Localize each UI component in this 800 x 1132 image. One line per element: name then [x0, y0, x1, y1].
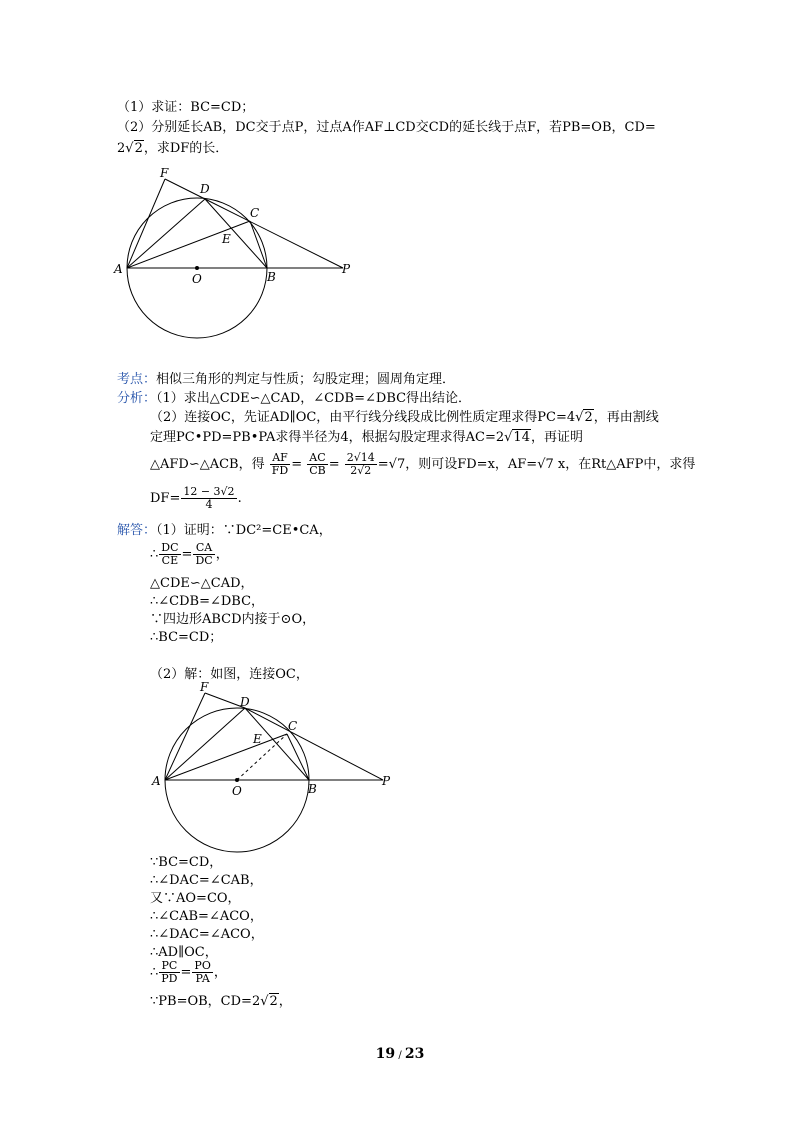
fenxi-line5: DF= $\frac{12 - 3√2}{4}$ .	[150, 485, 242, 511]
problem-part2-line2: 2√2，求DF的长．	[117, 141, 229, 156]
kaodian: 考点：相似三角形的判定与性质；勾股定理；圆周角定理．	[117, 372, 456, 387]
jieda-line11: ∴∠CAB=∠ACO，	[150, 909, 263, 924]
problem-part1: （1）求证：BC=CD；	[117, 100, 255, 115]
label-O-2: O	[232, 784, 242, 798]
fenxi-line1: 分析：（1）求出△CDE∽△CAD，∠CDB=∠DBC得出结论．	[117, 391, 472, 406]
label-F: F	[160, 166, 169, 180]
jieda-line1: 解答：（1）证明：∵DC²=CE•CA，	[117, 523, 332, 538]
label-A: A	[114, 262, 123, 276]
label-B: B	[267, 270, 276, 284]
label-E-2: E	[253, 732, 262, 746]
problem-part2-line1: （2）分别延长AB，DC交于点P，过点A作AF⊥CD交CD的延长线于点F，若PB=OB，CD=	[117, 120, 656, 135]
jieda-line9: ∴∠DAC=∠CAB，	[150, 873, 263, 888]
jieda-line5: ∵四边形ABCD内接于⊙O，	[150, 612, 316, 627]
jieda-line8: ∵BC=CD，	[150, 855, 223, 870]
jieda-line4: ∴∠CDB=∠DBC，	[150, 594, 265, 609]
label-O: O	[192, 272, 202, 286]
jieda-line12: ∴∠DAC=∠ACO，	[150, 927, 264, 942]
jieda-line2: ∴ $\frac{DC}{CE}$ = $\frac{CA}{DC}$ ，	[150, 541, 229, 567]
page-number: 19 / 23	[375, 1046, 425, 1062]
jieda-line6: ∴BC=CD；	[150, 630, 223, 645]
label-D: D	[200, 182, 210, 196]
label-A-2: A	[152, 774, 161, 788]
jieda-line14: ∴ $\frac{PC}{PD}$ = $\frac{PO}{PA}$ ，	[150, 959, 227, 985]
label-C-2: C	[288, 719, 298, 733]
fenxi-line4: △AFD∽△ACB，得 $\frac{AF}{FD}$ = $\frac{AC}{CB}$ = $\frac{2√14}{2√2}$ =√7，则可设FD=x，AF=√7 x，在Rt△AFP中，求得	[150, 451, 696, 477]
label-E: E	[222, 232, 231, 246]
fenxi-line2: （2）连接OC，先证AD∥OC，由平行线分线段成比例性质定理求得PC=4√2，再由割线	[150, 410, 659, 425]
label-B-2: B	[308, 782, 317, 796]
label-P-2: P	[382, 774, 391, 788]
jieda-line10: 又∵AO=CO，	[150, 891, 241, 906]
jieda-line15: ∵PB=OB，CD=2√2，	[150, 994, 292, 1009]
geometry-figure-2	[150, 678, 400, 858]
label-D-2: D	[240, 695, 250, 709]
jieda-line7: （2）解：如图，连接OC，	[150, 667, 309, 682]
label-P: P	[342, 262, 351, 276]
label-C: C	[250, 206, 260, 220]
jieda-line3: △CDE∽△CAD，	[150, 576, 254, 591]
geometry-figure-1	[110, 165, 370, 370]
jieda-line13: ∴AD∥OC，	[150, 945, 218, 960]
label-F-2: F	[200, 680, 209, 694]
fenxi-line3: 定理PC•PD=PB•PA求得半径为4，根据勾股定理求得AC=2√14，再证明	[150, 430, 583, 445]
